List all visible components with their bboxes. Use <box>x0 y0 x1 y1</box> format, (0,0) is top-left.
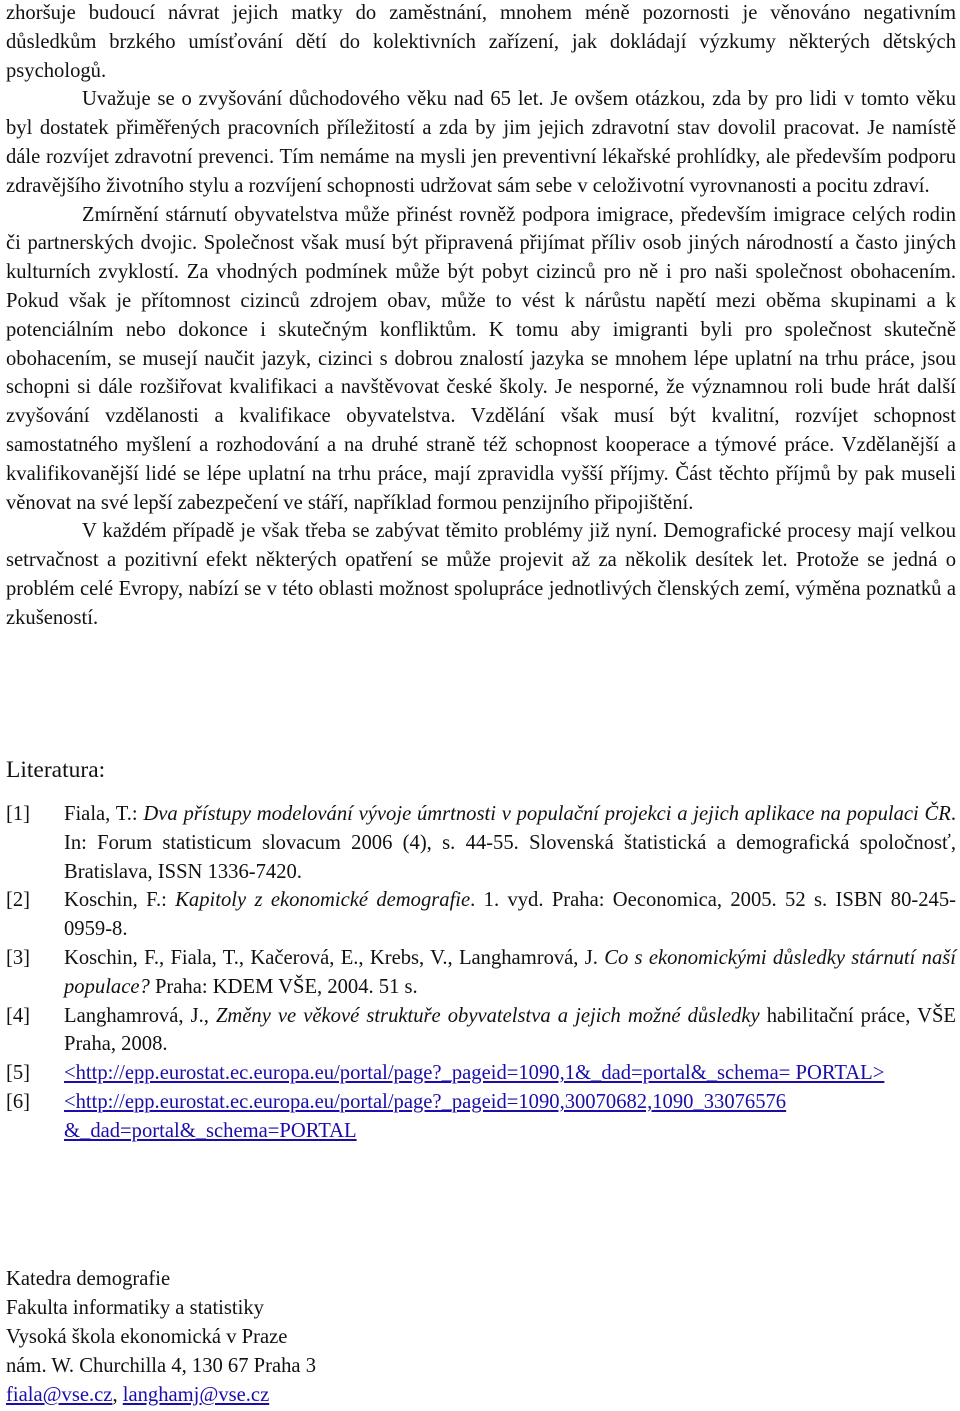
reference-details: . In: Forum statisticum slovacum 2006 (4), s. 44-55. Slovenská štatistická a demografická spoločnosť, Bratislava, ISSN 1336-7420. <box>64 803 956 883</box>
paragraph: zhoršuje budoucí návrat jejich matky do zaměstnání, mnohem méně pozornosti je věnováno negativním důsledkům brzkého umísťování dětí do kolektivních zařízení, jak dokládají výzkumy některých dětských psychologů. <box>6 2 956 82</box>
address-faculty: Fakulta informatiky a statistiky <box>6 1297 264 1319</box>
reference-number: [5] <box>6 1062 31 1085</box>
reference-author: Koschin, F., Fiala, T., Kačerová, E., Krebs, V., Langhamrová, J. <box>64 946 605 969</box>
reference-details: habilitační práce, VŠE Praha, 2008. <box>64 1004 957 1056</box>
address-department: Katedra demografie <box>6 1268 171 1290</box>
reference-item <box>6 1088 956 1146</box>
reference-title: Co s ekonomickými důsledky stárnutí naší populace? <box>64 946 956 998</box>
reference-item <box>6 800 956 886</box>
reference-title: Kapitoly z ekonomické demografie <box>175 889 471 912</box>
address-emails <box>6 1381 316 1410</box>
reference-link[interactable]: <http://epp.eurostat.ec.europa.eu/portal/page?_pageid=1090,30070682,1090_33076576 &_dad=portal&_schema=PORTAL <box>64 1090 787 1142</box>
author-address <box>6 1265 316 1410</box>
reference-author: Fiala, T.: <box>64 803 144 825</box>
page <box>6 0 957 1406</box>
address-university: Vysoká škola ekonomická v Praze <box>6 1326 288 1348</box>
reference-text <box>64 886 956 944</box>
reference-item <box>6 1002 956 1060</box>
reference-link[interactable]: <http://epp.eurostat.ec.europa.eu/portal/page?_pageid=1090,1&_dad=portal&_schema= PORTAL> <box>64 1062 885 1085</box>
reference-list <box>6 800 956 1146</box>
paragraph: V každém případě je však třeba se zabývat těmito problémy již nyní. Demografické procesy mají velkou setrvačnost a pozitivní efekt některých opatření se může projevit až za několik desítek let. Protože se jedná o problém celé Evropy, nabízí se v této oblasti možnost spolupráce jednotlivých členských zemí, výměna poznatků a zkušeností. <box>6 520 956 629</box>
reference-details: Praha: KDEM VŠE, 2004. 51 s. <box>149 975 418 998</box>
reference-text <box>64 1088 956 1146</box>
email-link-langhamrova[interactable]: langhamj@vse.cz <box>122 1384 270 1406</box>
reference-author: Koschin, F.: <box>64 889 176 912</box>
reference-item <box>6 1059 956 1088</box>
email-separator: , <box>112 1384 123 1406</box>
reference-text <box>64 800 956 886</box>
reference-item <box>6 944 956 1002</box>
body-text <box>6 0 956 633</box>
reference-details: . 1. vyd. Praha: Oeconomica, 2005. 52 s. ISBN 80-245-0959-8. <box>64 889 956 941</box>
reference-title: Dva přístupy modelování vývoje úmrtnosti v populační projekci a jejich aplikace na populaci ČR <box>143 803 951 825</box>
reference-text <box>64 944 956 1002</box>
literature-heading: Literatura: <box>6 757 106 783</box>
address-street: nám. W. Churchilla 4, 130 67 Praha 3 <box>6 1355 317 1377</box>
reference-number: [3] <box>6 946 31 969</box>
reference-author: Langhamrová, J., <box>64 1004 216 1027</box>
reference-number: [6] <box>6 1090 31 1113</box>
reference-number: [4] <box>6 1004 31 1027</box>
paragraph: Uvažuje se o zvyšování důchodového věku nad 65 let. Je ovšem otázkou, zda by pro lidi v tomto věku byl dostatek přiměřených pracovních příležitostí a zda by jim jejich zdravotní stav dovolil pracovat. Je namístě dále rozvíjet zdravotní prevenci. Tím nemáme na mysli jen preventivní lékařské prohlídky, ale především podporu zdravějšího životního stylu a rozvíjení schopnosti udržovat sám sebe v celoživotní vyrovnanosti a pocitu zdraví. <box>6 88 956 197</box>
reference-number: [2] <box>6 889 31 912</box>
reference-text <box>64 1002 956 1060</box>
reference-text <box>64 1059 956 1088</box>
paragraph: Zmírnění stárnutí obyvatelstva může přinést rovněž podpora imigrace, především imigrace celých rodin či partnerských dvojic. Společnost však musí být připravená přijímat příliv osob jiných národností a často jiných kulturních zvyklostí. Za vhodných podmínek může být pobyt cizinců pro ně i pro naši společnost obohacením. Pokud však je přítomnost cizinců zdrojem obav, může to vést k nárůstu napětí mezi oběma skupinami a k potenciálním nebo dokonce i skutečným konfliktům. K tomu aby imigranti byli pro společnost skutečně obohacením, se musejí naučit jazyk, cizinci s dobrou znalostí jazyka se mnohem lépe uplatní na trhu práce, jsou schopni si dále rozšiřovat kvalifikaci a navštěvovat české školy. Je nesporné, že významnou roli bude hrát další zvyšování vzdělanosti a kvalifikace obyvatelstva. Vzdělání však musí být kvalitní, rozvíjet schopnost samostatného myšlení a rozhodování a na druhé straně též schopnost kooperace a týmové práce. Vzdělanější a kvalifikovanější lidé se lépe uplatní na trhu práce, mají zpravidla vyšší příjmy. Část těchto příjmů by pak museli věnovat na své lepší zabezpečení ve stáří, například formou penzijního připojištění. <box>6 203 956 514</box>
reference-number: [1] <box>6 803 31 825</box>
email-link-fiala[interactable]: fiala@vse.cz <box>6 1384 113 1406</box>
reference-item <box>6 886 956 944</box>
reference-title: Změny ve věkové struktuře obyvatelstva a jejich možné důsledky <box>215 1004 760 1027</box>
